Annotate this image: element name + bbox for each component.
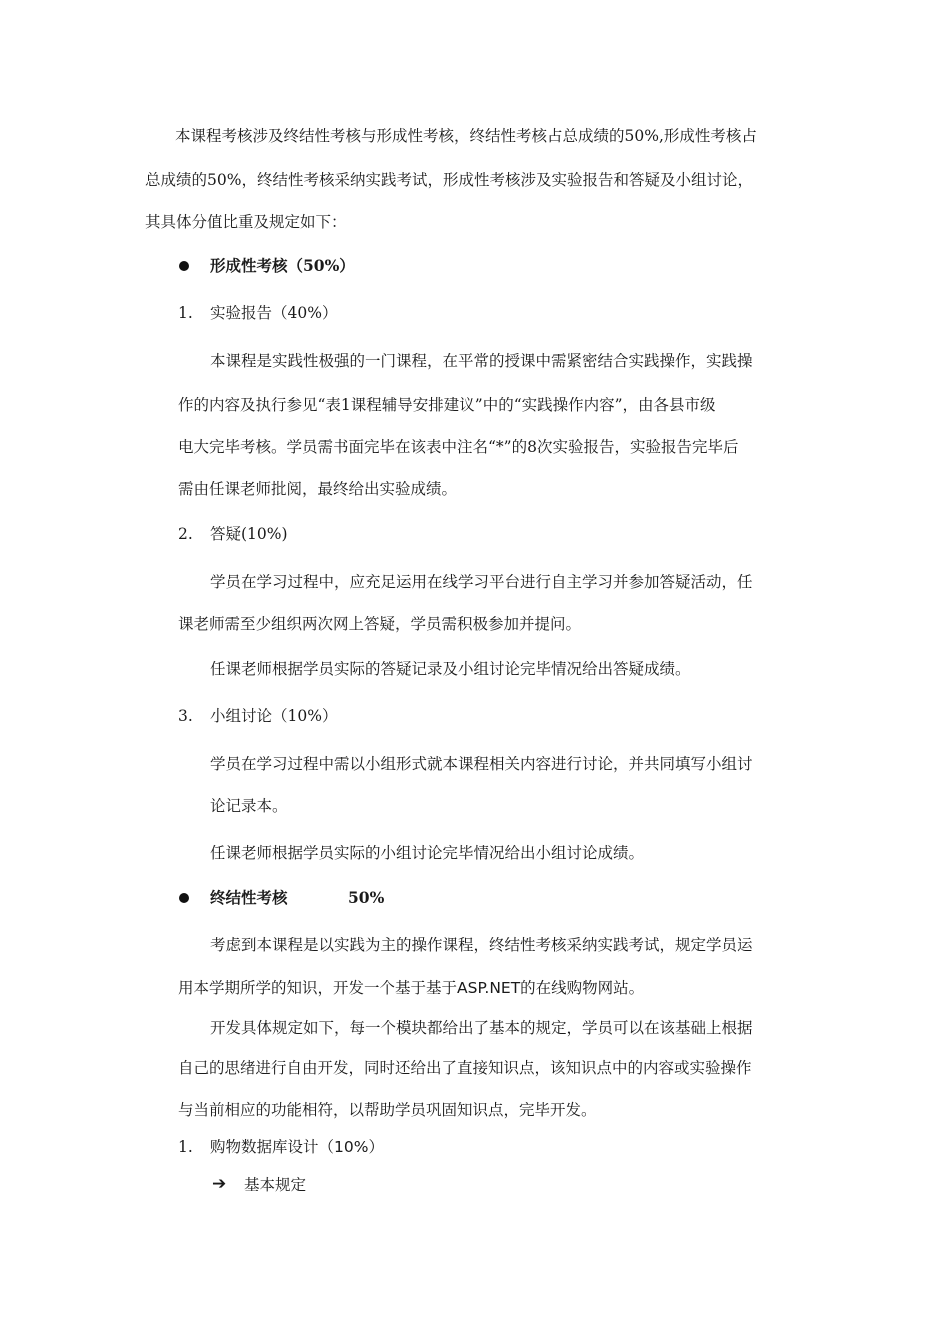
paragraph-line: [178, 978, 644, 998]
paragraph-line: 任课老师根据学员实际的答疑记录及小组讨论完毕情况给出答疑成绩。: [210, 660, 691, 678]
paragraph-line: 学员在学习过程中需以小组形式就本课程相关内容进行讨论，并共同填写小组讨: [210, 755, 753, 773]
item-number: 1.: [178, 304, 193, 322]
paragraph-line: 自己的思绪进行自由开发，同时还给出了直接知识点，该知识点中的内容或实验操作: [178, 1059, 752, 1077]
paragraph-line: 任课老师根据学员实际的小组讨论完毕情况给出小组讨论成绩。: [210, 844, 645, 862]
item-number: 2.: [178, 525, 193, 543]
paragraph-line-prefix: 用本学期所学的知识，开发一个基于: [178, 979, 427, 997]
item-title-group-discussion: 小组讨论（10%）: [210, 707, 338, 725]
item-title-database-design: 购物数据库设计（10%）: [210, 1138, 384, 1156]
intro-line-2: 总成绩的50%，终结性考核采纳实践考试，形成性考核涉及实验报告和答疑及小组讨论，: [145, 171, 753, 189]
paragraph-line: 课老师需至少组织两次网上答疑，学员需积极参加并提问。: [178, 615, 582, 633]
item-title-qa: 答疑(10%): [210, 525, 288, 543]
paragraph-line-highlight: 基于ASP.NET的在线购物网站。: [426, 979, 645, 997]
sub-heading-basic-requirements: 基本规定: [244, 1176, 307, 1194]
paragraph-line: 开发具体规定如下，每一个模块都给出了基本的规定，学员可以在该基础上根据: [210, 1019, 753, 1037]
paragraph-line: 作的内容及执行参见“表1课程辅导安排建议”中的“实践操作内容”，由各县市级: [178, 396, 716, 414]
intro-line-3: 其具体分值比重及规定如下：: [145, 213, 347, 231]
bullet-icon: [179, 261, 189, 271]
arrow-right-icon: ➔: [212, 1174, 227, 1194]
paragraph-line: 学员在学习过程中，应充足运用在线学习平台进行自主学习并参加答疑活动，任: [210, 573, 753, 591]
formative-heading: 形成性考核（50%）: [210, 256, 355, 275]
item-number: 1.: [178, 1138, 193, 1156]
paragraph-line: 电大完毕考核。学员需书面完毕在该表中注名“*”的8次实验报告，实验报告完毕后: [178, 438, 739, 456]
bullet-icon: [179, 893, 189, 903]
item-number: 3.: [178, 707, 193, 725]
paragraph-line: 考虑到本课程是以实践为主的操作课程，终结性考核采纳实践考试，规定学员运: [210, 936, 753, 954]
paragraph-line: 需由任课老师批阅，最终给出实验成绩。: [178, 480, 458, 498]
summative-percent: 50%: [348, 888, 385, 907]
paragraph-line: 论记录本。: [210, 797, 288, 815]
summative-heading: 终结性考核: [210, 888, 288, 907]
item-title-lab-report: 实验报告（40%）: [210, 304, 338, 322]
intro-line-1: 本课程考核涉及终结性考核与形成性考核，终结性考核占总成绩的50%,形成性考核占: [175, 127, 757, 145]
paragraph-line: 与当前相应的功能相符，以帮助学员巩固知识点，完毕开发。: [178, 1101, 597, 1119]
paragraph-line: 本课程是实践性极强的一门课程，在平常的授课中需紧密结合实践操作，实践操: [210, 352, 753, 370]
